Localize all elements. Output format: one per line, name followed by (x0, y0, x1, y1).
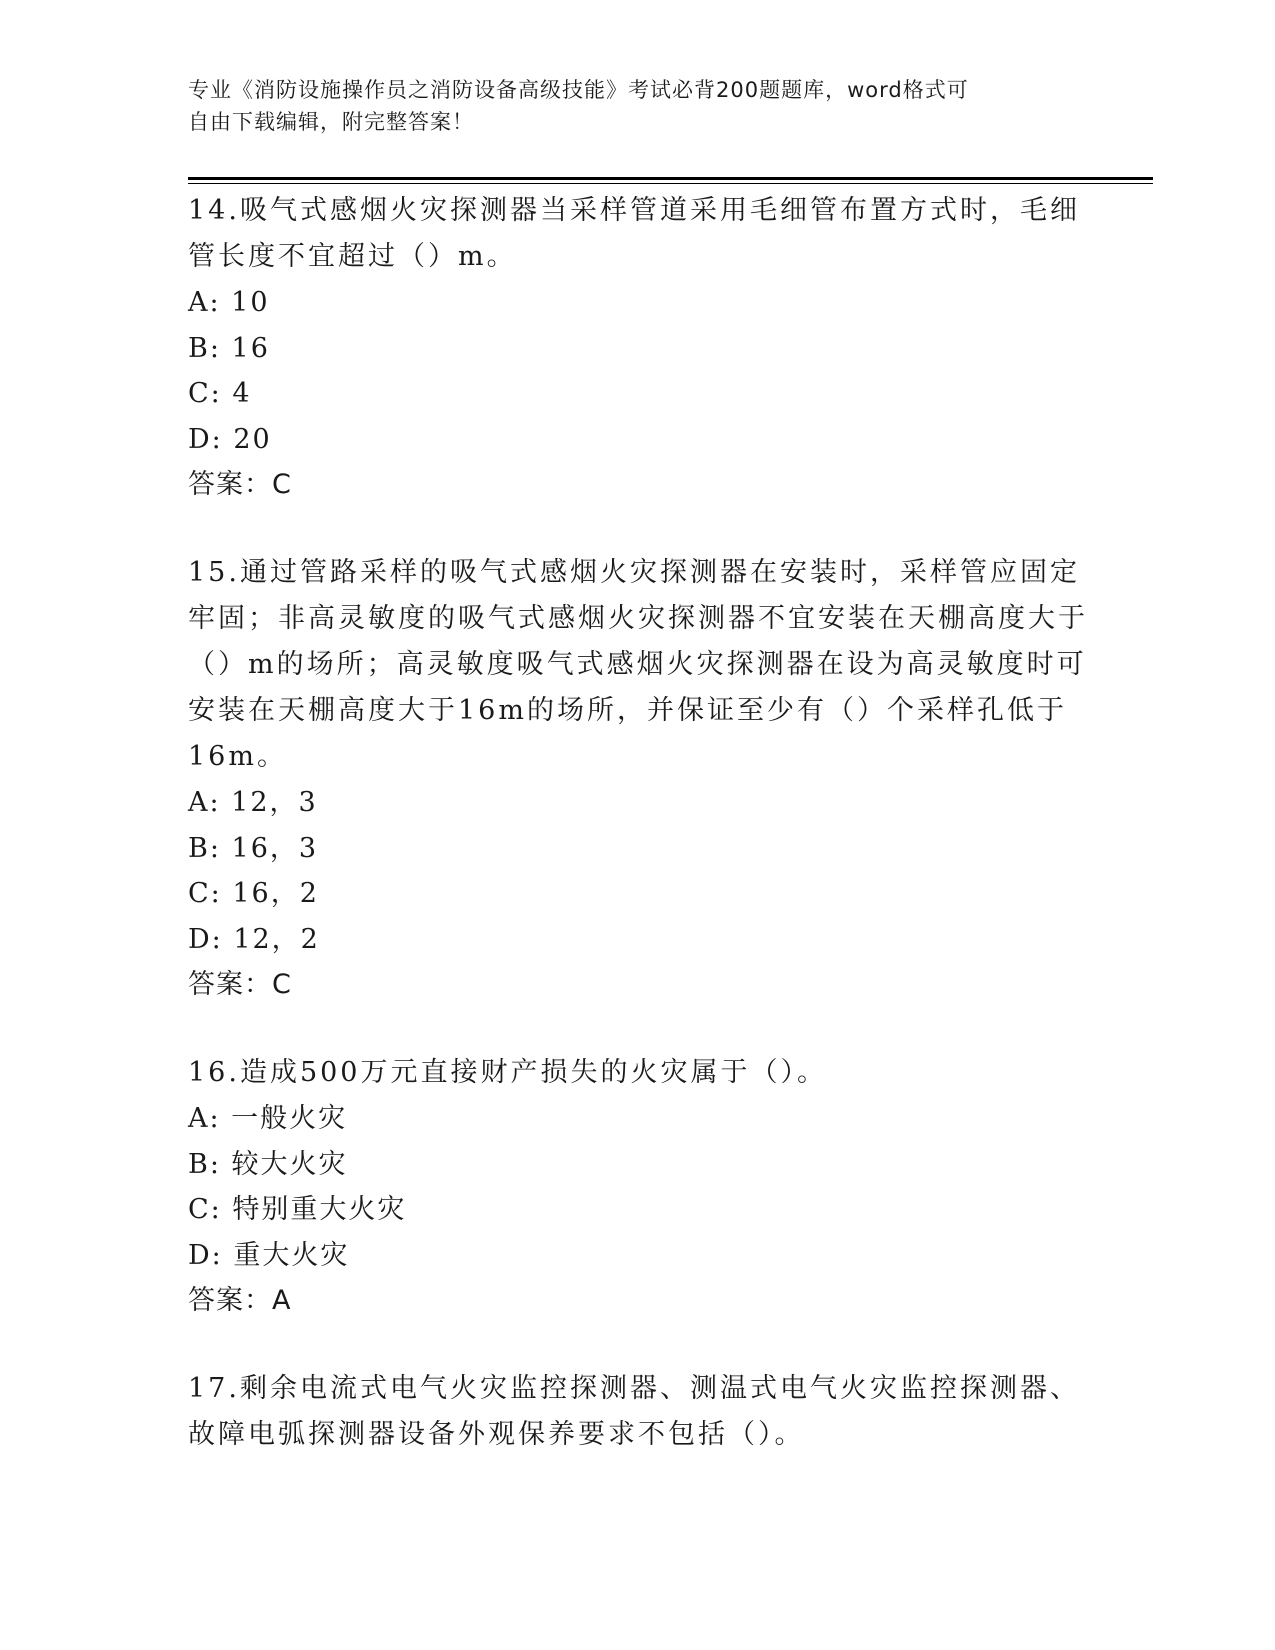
option-c: C: 4 (188, 378, 252, 409)
header-rule-thick (188, 177, 1153, 180)
answer-line: 答案：A (188, 1285, 292, 1316)
question-14 (188, 188, 1088, 508)
header-rule-thin (188, 183, 1153, 184)
question-text: 17.剩余电流式电气火灾监控探测器、测温式电气火灾监控探测器、故障电弧探测器设备外观保养要求不包括（）。 (188, 1373, 1080, 1450)
question-text: 15.通过管路采样的吸气式感烟火灾探测器在安装时，采样管应固定牢固；非高灵敏度的吸气式感烟火灾探测器不宜安装在天棚高度大于（）m的场所；高灵敏度吸气式感烟火灾探测器在设为高灵敏度时可安装在天棚高度大于16m的场所，并保证至少有（）个采样孔低于16m。 (188, 557, 1088, 772)
answer-line: 答案：C (188, 469, 292, 500)
header-line-2: 自由下载编辑，附完整答案！ (188, 110, 474, 134)
answer-line: 答案：C (188, 969, 292, 1000)
option-b: B: 16 (188, 332, 270, 364)
option-a: A: 10 (188, 287, 270, 318)
question-17 (188, 1366, 1088, 1458)
question-list (188, 188, 1088, 1500)
header-line-1: 专业《消防设施操作员之消防设备高级技能》考试必背200题题库，word格式可 (188, 78, 969, 102)
question-text: 16.造成500万元直接财产损失的火灾属于（）。 (188, 1057, 827, 1088)
option-d: D: 20 (188, 423, 272, 455)
option-b: B: 16，3 (188, 832, 319, 864)
question-16 (188, 1050, 1088, 1324)
option-a: A: 12，3 (188, 787, 318, 818)
option-c: C: 16，2 (188, 878, 319, 909)
question-text: 14.吸气式感烟火灾探测器当采样管道采用毛细管布置方式时，毛细管长度不宜超过（）m。 (188, 195, 1080, 272)
document-header (188, 74, 1068, 138)
question-15 (188, 550, 1088, 1008)
option-a: A: 一般火灾 (188, 1103, 348, 1134)
option-d: D: 重大火灾 (188, 1239, 350, 1271)
option-b: B: 较大火灾 (188, 1148, 348, 1180)
option-c: C: 特别重大火灾 (188, 1194, 407, 1225)
option-d: D: 12，2 (188, 923, 320, 955)
